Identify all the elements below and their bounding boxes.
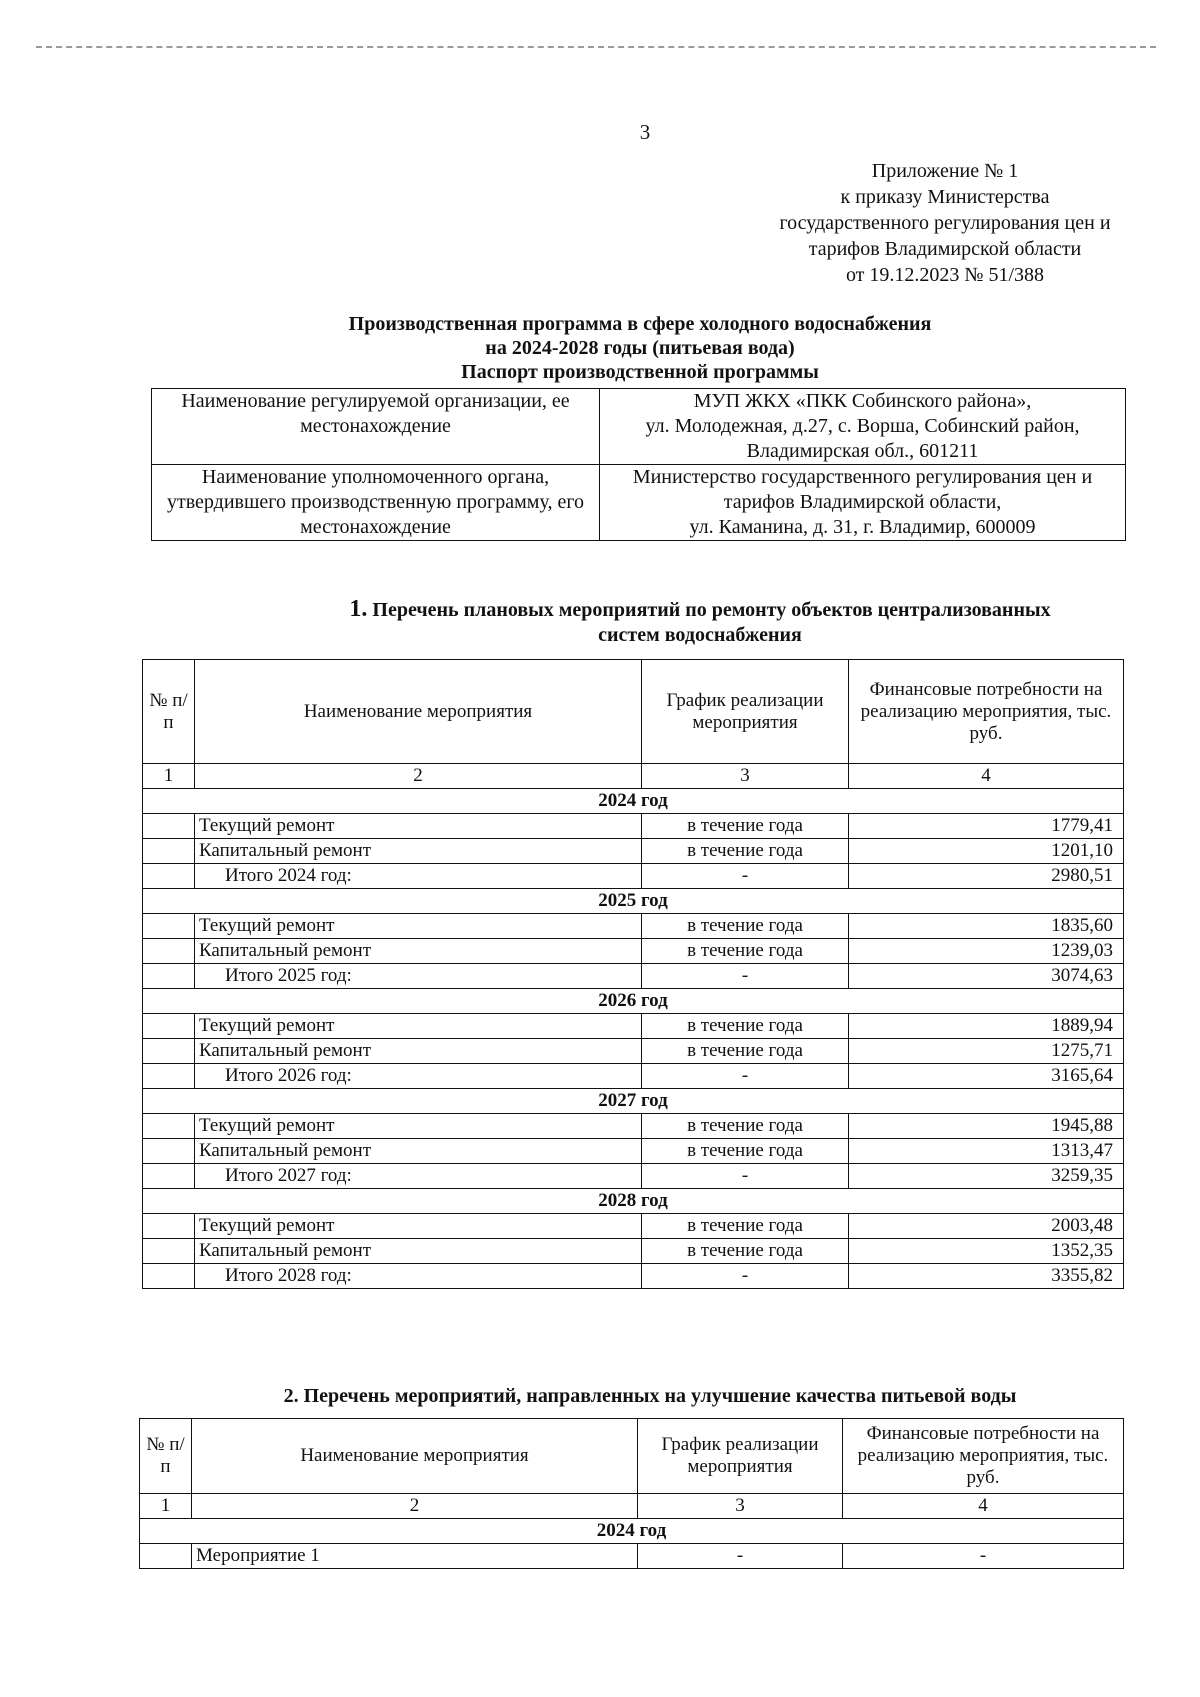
row-num-cell xyxy=(143,1264,195,1289)
row-value: 1275,71 xyxy=(849,1039,1124,1064)
row-num-cell xyxy=(143,1139,195,1164)
title-line: Паспорт производственной программы xyxy=(461,361,819,383)
passport-label: Наименование регулируемой организации, ее местонахождение xyxy=(152,389,600,465)
row-value: 1352,35 xyxy=(849,1239,1124,1264)
total-value: 3355,82 xyxy=(849,1264,1124,1289)
row-schedule: - xyxy=(638,1544,843,1569)
row-value: 2003,48 xyxy=(849,1214,1124,1239)
section1-heading xyxy=(250,597,1150,648)
passport-value-line: Владимирская обл., 601211 xyxy=(746,440,979,462)
col-header-schedule: График реализации мероприятия xyxy=(642,660,849,764)
total-label: Итого 2026 год: xyxy=(195,1064,642,1089)
table-row xyxy=(140,1544,1124,1569)
row-schedule: в течение года xyxy=(642,1039,849,1064)
table-row xyxy=(143,1239,1124,1264)
total-row xyxy=(143,1164,1124,1189)
row-num-cell xyxy=(140,1544,192,1569)
quality-measures-table xyxy=(139,1418,1124,1569)
row-name: Текущий ремонт xyxy=(195,1014,642,1039)
col-number: 4 xyxy=(843,1494,1124,1519)
row-schedule: в течение года xyxy=(642,1214,849,1239)
total-schedule: - xyxy=(642,964,849,989)
col-number: 3 xyxy=(642,764,849,789)
row-schedule: в течение года xyxy=(642,1114,849,1139)
row-schedule: в течение года xyxy=(642,1014,849,1039)
passport-row xyxy=(152,389,1126,465)
appendix-line: тарифов Владимирской области xyxy=(808,238,1082,260)
total-schedule: - xyxy=(642,1164,849,1189)
col-number: 2 xyxy=(195,764,642,789)
row-name: Текущий ремонт xyxy=(195,914,642,939)
total-row xyxy=(143,1264,1124,1289)
passport-table xyxy=(151,388,1126,541)
table-row xyxy=(143,814,1124,839)
row-schedule: в течение года xyxy=(642,939,849,964)
total-value: 3259,35 xyxy=(849,1164,1124,1189)
table-row xyxy=(143,1014,1124,1039)
row-name: Текущий ремонт xyxy=(195,814,642,839)
year-label: 2024 год xyxy=(143,789,1124,814)
col-header-name: Наименование мероприятия xyxy=(195,660,642,764)
row-schedule: в течение года xyxy=(642,1139,849,1164)
table-row xyxy=(143,1139,1124,1164)
row-num-cell xyxy=(143,814,195,839)
appendix-line: государственного регулирования цен и xyxy=(779,212,1111,234)
row-name: Капитальный ремонт xyxy=(195,1239,642,1264)
total-value: 2980,51 xyxy=(849,864,1124,889)
total-schedule: - xyxy=(642,1264,849,1289)
col-number-row xyxy=(143,764,1124,789)
row-name: Капитальный ремонт xyxy=(195,939,642,964)
row-name: Текущий ремонт xyxy=(195,1114,642,1139)
year-row xyxy=(143,989,1124,1014)
appendix-line: к приказу Министерства xyxy=(840,186,1050,208)
year-row xyxy=(140,1519,1124,1544)
year-label: 2027 год xyxy=(143,1089,1124,1114)
row-num-cell xyxy=(143,1239,195,1264)
year-row xyxy=(143,889,1124,914)
row-name: Текущий ремонт xyxy=(195,1214,642,1239)
row-num-cell xyxy=(143,1164,195,1189)
row-num-cell xyxy=(143,914,195,939)
col-header-num: № п/п xyxy=(140,1419,192,1494)
col-header-schedule: График реализации мероприятия xyxy=(638,1419,843,1494)
row-num-cell xyxy=(143,864,195,889)
repair-plan-table xyxy=(142,659,1124,1289)
total-row xyxy=(143,864,1124,889)
row-name: Капитальный ремонт xyxy=(195,839,642,864)
passport-label: Наименование уполномоченного органа, утвердившего производственную программу, его местонахождение xyxy=(152,465,600,541)
total-value: 3165,64 xyxy=(849,1064,1124,1089)
col-number: 3 xyxy=(638,1494,843,1519)
row-schedule: в течение года xyxy=(642,1239,849,1264)
total-value: 3074,63 xyxy=(849,964,1124,989)
row-num-cell xyxy=(143,964,195,989)
row-num-cell xyxy=(143,1039,195,1064)
passport-value xyxy=(600,465,1126,541)
table-row xyxy=(143,1039,1124,1064)
total-row xyxy=(143,964,1124,989)
year-label: 2024 год xyxy=(140,1519,1124,1544)
total-label: Итого 2027 год: xyxy=(195,1164,642,1189)
total-schedule: - xyxy=(642,1064,849,1089)
passport-value-line: Министерство государственного регулирования цен и тарифов Владимирской области, xyxy=(632,466,1093,513)
year-label: 2028 год xyxy=(143,1189,1124,1214)
row-num-cell xyxy=(143,1114,195,1139)
col-number: 4 xyxy=(849,764,1124,789)
repair-plan-body xyxy=(143,789,1124,1289)
table-row xyxy=(143,939,1124,964)
table-header-row xyxy=(143,660,1124,764)
col-header-num: № п/п xyxy=(143,660,195,764)
page-number: 3 xyxy=(639,120,651,144)
col-number-row xyxy=(140,1494,1124,1519)
table-row xyxy=(143,839,1124,864)
row-name: Капитальный ремонт xyxy=(195,1039,642,1064)
row-schedule: в течение года xyxy=(642,814,849,839)
passport-value xyxy=(600,389,1126,465)
row-value: 1239,03 xyxy=(849,939,1124,964)
table-header-row xyxy=(140,1419,1124,1494)
section2-heading: 2. Перечень мероприятий, направленных на улучшение качества питьевой воды xyxy=(283,1385,1017,1407)
row-num-cell xyxy=(143,1064,195,1089)
year-label: 2025 год xyxy=(143,889,1124,914)
section-number: 1. xyxy=(349,596,368,622)
passport-value-line: ул. Каманина, д. 31, г. Владимир, 600009 xyxy=(689,516,1036,538)
row-schedule: в течение года xyxy=(642,914,849,939)
passport-value-line: МУП ЖКХ «ПКК Собинского района», xyxy=(693,390,1032,412)
title-line: Производственная программа в сфере холодного водоснабжения xyxy=(348,313,932,335)
section-heading-line: систем водоснабжения xyxy=(598,624,802,646)
document-title xyxy=(150,312,1130,384)
row-value: 1779,41 xyxy=(849,814,1124,839)
row-value: 1201,10 xyxy=(849,839,1124,864)
scan-artifact-line xyxy=(36,46,1156,48)
row-name: Мероприятие 1 xyxy=(192,1544,638,1569)
appendix-block xyxy=(700,158,1190,288)
appendix-line: от 19.12.2023 № 51/388 xyxy=(845,264,1045,286)
total-schedule: - xyxy=(642,864,849,889)
row-value: 1835,60 xyxy=(849,914,1124,939)
row-value: 1945,88 xyxy=(849,1114,1124,1139)
table-row xyxy=(143,1214,1124,1239)
appendix-line: Приложение № 1 xyxy=(871,160,1019,182)
row-name: Капитальный ремонт xyxy=(195,1139,642,1164)
row-num-cell xyxy=(143,1214,195,1239)
year-row xyxy=(143,1189,1124,1214)
row-value: - xyxy=(843,1544,1124,1569)
row-num-cell xyxy=(143,1014,195,1039)
col-header-finance: Финансовые потребности на реализацию мероприятия, тыс. руб. xyxy=(843,1419,1124,1494)
col-header-finance: Финансовые потребности на реализацию мероприятия, тыс. руб. xyxy=(849,660,1124,764)
total-row xyxy=(143,1064,1124,1089)
passport-row xyxy=(152,465,1126,541)
passport-value-line: ул. Молодежная, д.27, с. Ворша, Собинский район, xyxy=(645,415,1080,437)
row-num-cell xyxy=(143,839,195,864)
year-row xyxy=(143,1089,1124,1114)
col-number: 1 xyxy=(143,764,195,789)
year-row xyxy=(143,789,1124,814)
total-label: Итого 2024 год: xyxy=(195,864,642,889)
row-num-cell xyxy=(143,939,195,964)
col-number: 1 xyxy=(140,1494,192,1519)
total-label: Итого 2028 год: xyxy=(195,1264,642,1289)
col-header-name: Наименование мероприятия xyxy=(192,1419,638,1494)
row-value: 1313,47 xyxy=(849,1139,1124,1164)
table-row xyxy=(143,1114,1124,1139)
section-heading-line: Перечень плановых мероприятий по ремонту объектов централизованных xyxy=(372,599,1051,621)
row-value: 1889,94 xyxy=(849,1014,1124,1039)
table-row xyxy=(143,914,1124,939)
total-label: Итого 2025 год: xyxy=(195,964,642,989)
year-label: 2026 год xyxy=(143,989,1124,1014)
row-schedule: в течение года xyxy=(642,839,849,864)
title-line: на 2024-2028 годы (питьевая вода) xyxy=(485,337,795,359)
col-number: 2 xyxy=(192,1494,638,1519)
